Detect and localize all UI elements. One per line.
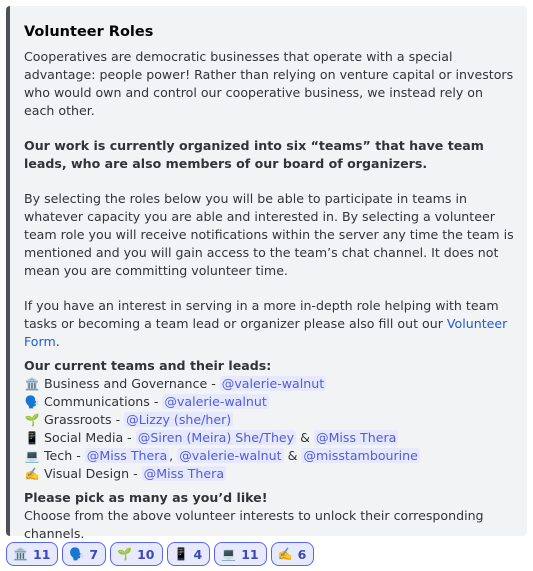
volunteer-form-paragraph [24, 297, 515, 351]
teams-heading: Our current teams and their leads: [24, 358, 272, 373]
embed-description [24, 48, 515, 543]
reaction-button[interactable] [6, 542, 58, 566]
volunteer-roles-embed [6, 6, 527, 541]
user-mention[interactable]: @misstambourine [303, 448, 418, 463]
team-line [24, 393, 515, 411]
user-mention[interactable]: @Miss Thera [86, 448, 168, 463]
classical-building-icon: 🏛️ [13, 547, 28, 561]
speaking-head-icon: 🗣️ [69, 547, 85, 561]
mobile-phone-icon: 📱 [173, 547, 189, 561]
team-line [24, 465, 515, 483]
team-line [24, 447, 515, 465]
role-selection-paragraph: By selecting the roles below you will be able to participate in teams in whatever capacity you are able and interested in. By selecting a volunteer team role you will receive notifications within the server any time the team is mentioned and you will gain access to the team’s chat channel. It does not mean you are committing volunteer time. [24, 191, 514, 278]
team-name: Visual Design - [40, 466, 142, 481]
team-emoji-icon: 📱 [24, 431, 40, 445]
reaction-button[interactable] [62, 542, 106, 566]
laptop-icon: 💻 [221, 547, 237, 561]
user-mention[interactable]: @Miss Thera [143, 466, 225, 481]
reaction-button[interactable] [271, 542, 315, 566]
reaction-count: 11 [241, 546, 259, 562]
volunteer-form-text: If you have an interest in serving in a more in-depth role helping with team tasks or becoming a team lead or organizer please also fill out our [24, 298, 499, 331]
user-mention[interactable]: @Miss Thera [315, 430, 397, 445]
team-name: Tech - [40, 448, 85, 463]
teams-organization-paragraph: Our work is currently organized into six “teams” that have team leads, who are also members of our board of organizers. [24, 138, 484, 171]
team-emoji-icon: 💻 [24, 449, 40, 463]
team-emoji-icon: 🗣️ [24, 395, 40, 409]
user-mention[interactable]: @valerie-walnut [221, 376, 325, 391]
reaction-bar [6, 542, 314, 566]
team-emoji-icon: 🏛️ [24, 377, 40, 391]
volunteer-form-period: . [55, 334, 60, 349]
reaction-count: 6 [297, 546, 307, 562]
intro-paragraph: Cooperatives are democratic businesses that operate with a special advantage: people power! Rather than relying on venture capital or investors who would own and control our cooperative business, we instead rely on each other. [24, 49, 514, 118]
reaction-button[interactable] [110, 542, 162, 566]
embed-title: Volunteer Roles [24, 24, 154, 40]
reaction-button[interactable] [214, 542, 266, 566]
reaction-button[interactable] [167, 542, 211, 566]
team-name: Social Media - [40, 430, 136, 445]
user-mention[interactable]: @Siren (Meira) She/They [137, 430, 295, 445]
reaction-count: 4 [193, 546, 203, 562]
reaction-count: 7 [89, 546, 99, 562]
team-line [24, 375, 515, 393]
pick-instructions: Choose from the above volunteer interests to unlock their corresponding channels. [24, 508, 484, 541]
team-name: Grassroots - [40, 412, 125, 427]
writing-hand-icon: ✍️ [277, 547, 293, 561]
pick-heading: Please pick as many as you’d like! [24, 490, 268, 505]
team-emoji-icon: ✍️ [24, 467, 40, 481]
team-name: Business and Governance - [40, 376, 220, 391]
volunteer-form-link[interactable]: Volunteer Form [24, 316, 508, 349]
team-name: Communications - [40, 394, 163, 409]
reaction-count: 11 [33, 546, 51, 562]
seedling-icon: 🌱 [117, 547, 133, 561]
user-mention[interactable]: @valerie-walnut [179, 448, 282, 463]
mention-separator: & [283, 448, 302, 463]
mention-separator: , [169, 448, 178, 463]
team-line [24, 411, 515, 429]
team-line [24, 429, 515, 447]
user-mention[interactable]: @Lizzy (she/her) [126, 412, 232, 427]
reaction-count: 10 [137, 546, 155, 562]
mention-separator: & [296, 430, 314, 445]
team-emoji-icon: 🌱 [24, 413, 40, 427]
teams-list [24, 375, 515, 483]
user-mention[interactable]: @valerie-walnut [164, 394, 267, 409]
